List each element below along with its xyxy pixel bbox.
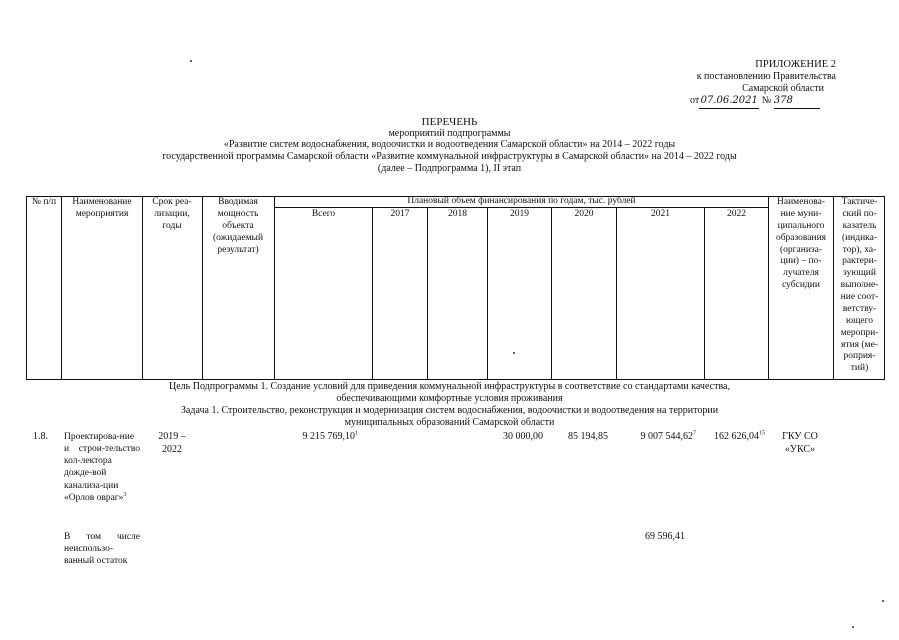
col-header-2017: 2017 [390,209,410,219]
col-border [142,196,143,380]
row-name-text: Проектирова-ние и строи-тельство кол-лектора дожде-вой канализа-ции «Орлов овраг» [64,432,140,503]
appendix-title: ПРИЛОЖЕНИЕ 2 [755,59,836,70]
row-2021-value: 9 007 544,62 [640,431,693,442]
appendix-line1: к постановлению Правительства [696,71,836,82]
handwritten-number: 378 [774,95,820,109]
heading-line4: (далее – Подпрограмма 1), II этап [377,163,522,174]
date-prefix: от [690,95,700,106]
col-border [202,196,203,380]
row-recipient: ГКУ СО «УКС» [782,431,818,455]
col-header-total: Всего [311,209,336,219]
row-total-value: 9 215 769,10 [302,431,355,442]
row-num: 1.8. [33,431,48,442]
row-2021 [617,431,696,444]
goal-line1: Цель Подпрограммы 1. Создание условий для приведения коммунальной инфраструктуры в соответствие со стандартами качества, [169,381,730,392]
col-border [768,196,769,380]
row-2022-footnote: 15 [759,430,765,437]
row-term: 2019 – 2022 [158,431,186,455]
row-total [276,431,358,444]
col-border [616,207,617,380]
col-header-recipient: Наименова-ние муни-ципального образования (организа-ции) – по-лучателя субсидии [775,197,827,291]
scan-speck [882,600,884,602]
row-name-footnote: 3 [123,491,127,498]
task-line2: муниципальных образований Самарской области [344,417,555,428]
row-2019: 30 000,00 [503,431,543,442]
heading-line2: «Развитие систем водоснабжения, водоочистки и водоотведения Самарской области» на 2014 – 2022 годы [223,139,676,150]
col-header-2022: 2022 [727,209,746,219]
col-border [372,207,373,380]
row-2022 [705,431,765,444]
col-header-term: Срок реа-лизации, годы [152,197,192,231]
scan-speck [852,626,854,628]
col-border [884,196,885,380]
number-prefix: № [761,95,772,106]
row-2022-value: 162 626,04 [714,431,759,442]
table-bottom-border [26,379,885,380]
col-header-name: Наименование мероприятия [72,197,132,219]
col-header-indicator: Тактиче-ский по-казатель (индика-тор), ха-рактери-зующий выполне-ние соот-ветству-ющего меропри-ятия (ме-роприя-тий) [840,197,879,374]
row-2020: 85 194,85 [568,431,608,442]
document-title: ПЕРЕЧЕНЬ [421,116,478,128]
col-border [704,207,705,380]
col-header-2020: 2020 [574,209,594,219]
col-border [26,196,27,380]
row-2021: 69 596,41 [645,531,685,542]
heading-line1: мероприятий подпрограммы [388,128,511,139]
col-header-funding: Плановый объем финансирования по годам, тыс. рублей [407,196,636,206]
row-2021-footnote: 7 [693,430,696,437]
col-border [61,196,62,380]
col-header-capacity: Вводимая мощность объекта (ожидаемый результат) [212,197,264,255]
row-total-footnote: 1 [355,430,358,437]
scan-speck [190,60,192,62]
row-name: В том числе неиспользо-ванный остаток [64,532,140,567]
handwritten-date: 07.06.2021 [699,95,759,109]
col-header-2018: 2018 [448,209,467,219]
col-header-num: № п/п [31,197,57,207]
appendix-date-row [690,95,840,109]
task-line1: Задача 1. Строительство, реконструкция и модернизация систем водоснабжения, водоочистки и водоотведения на территории [180,405,719,416]
col-border [833,196,834,380]
col-border [427,207,428,380]
appendix-line2: Самарской области [742,83,824,94]
col-header-2019: 2019 [510,209,529,219]
scan-speck [513,352,515,354]
row-name [64,431,140,504]
col-border [274,196,275,380]
col-border [551,207,552,380]
heading-line3: государственной программы Самарской области «Развитие коммунальной инфраструктуры в Самарской области» на 2014 – 2022 годы [162,151,737,162]
goal-line2: обеспечивающими комфортные условия проживания [336,393,563,404]
col-header-2021: 2021 [651,209,670,219]
col-border [487,207,488,380]
